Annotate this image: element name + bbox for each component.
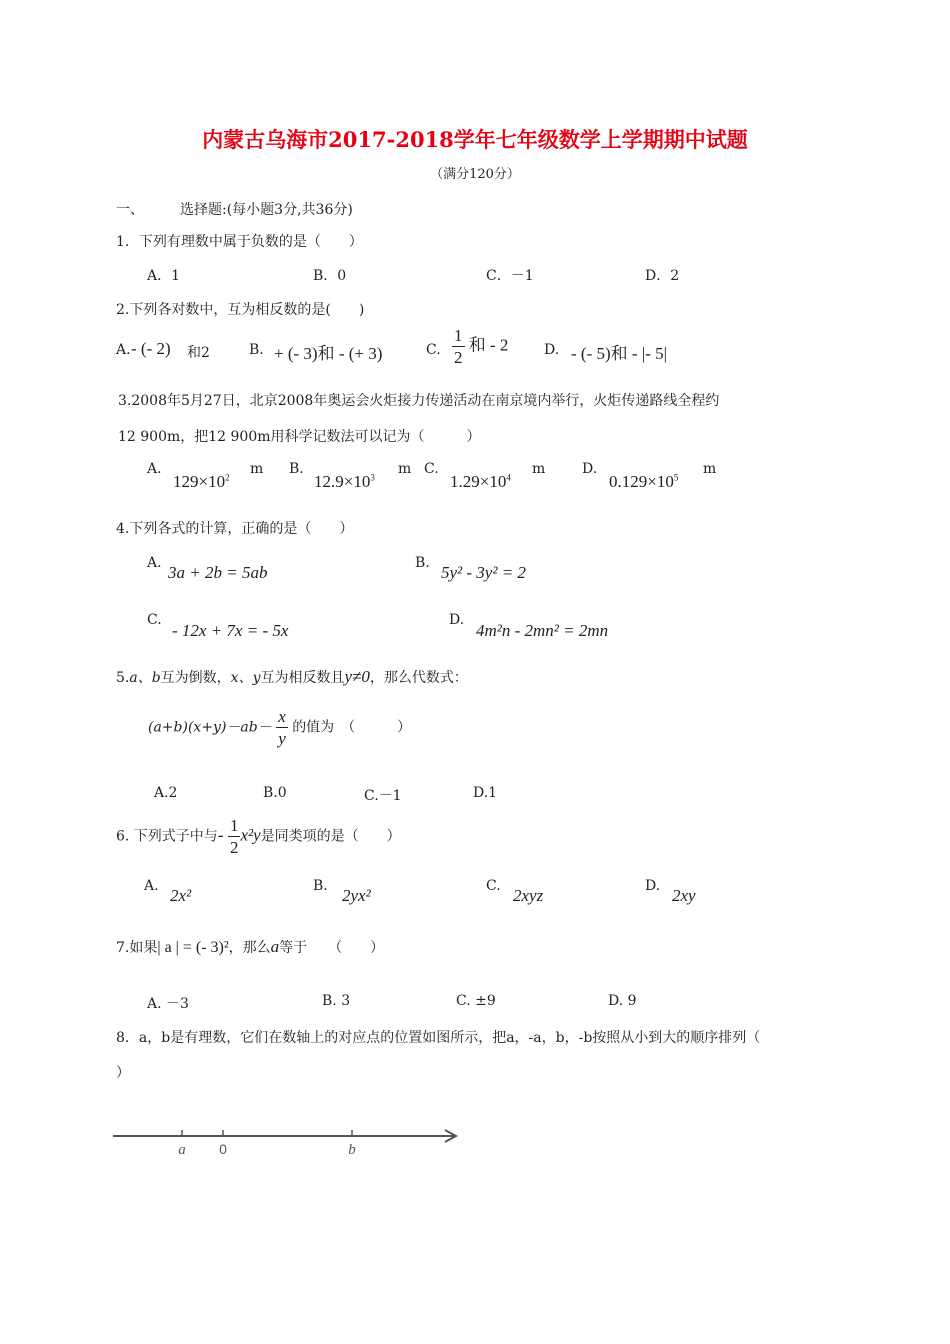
q6-option-a-expr: 2x² bbox=[170, 886, 192, 905]
q3-option-d-unit: m bbox=[703, 461, 717, 477]
q6-option-d-expr: 2xy bbox=[672, 886, 696, 905]
question-5-stem: 5.a、b互为倒数，x、y互为相反数且y≠0，那么代数式： bbox=[116, 667, 468, 686]
q1-option-c: C．－1 bbox=[486, 268, 534, 284]
question-4-stem: 4.下列各式的计算，正确的是（ ） bbox=[116, 521, 354, 537]
q2-option-d-expr: - (- 5)和 - |- 5| bbox=[571, 344, 668, 363]
q5-option-d: D.1 bbox=[473, 785, 498, 801]
q2-c-fraction: $\frac{1}{2}$ bbox=[454, 326, 463, 367]
question-6-stem: 6. 下列式子中与- $\frac{1}{2}$ x²y是同类项的是（ ） bbox=[116, 816, 401, 857]
q4-option-c-expr: - 12x + 7x = - 5x bbox=[172, 621, 289, 640]
q3-option-c-expr: $1.29\times 10^4$ bbox=[450, 472, 511, 491]
q6-option-c-expr: 2xyz bbox=[513, 886, 544, 905]
q5-option-a: A.2 bbox=[154, 785, 178, 801]
axis-label-a: a bbox=[178, 1142, 186, 1158]
q2-option-b-label: B. bbox=[249, 342, 264, 358]
q7-option-a: A. －3 bbox=[147, 996, 189, 1012]
q3-option-d-label: D. bbox=[582, 461, 598, 477]
q5-option-c: C.－1 bbox=[364, 788, 402, 804]
q2-option-d-label: D. bbox=[544, 342, 560, 358]
score-note: （满分120分） bbox=[430, 167, 520, 182]
question-5-expression: (a+b)(x+y)－ab－ $\frac{x}{y}$ 的值为 （ ） bbox=[148, 707, 412, 748]
q4-option-d-label: D. bbox=[449, 612, 465, 628]
q1-option-b: B．0 bbox=[313, 268, 347, 284]
q3-option-a-unit: m bbox=[250, 461, 264, 477]
q3-option-c-label: C. bbox=[424, 461, 439, 477]
question-3-line-1: 3.2008年5月27日，北京2008年奥运会火炬接力传递活动在南京境内举行，火炬传递路线全程约 bbox=[118, 393, 720, 409]
question-8-line-1: 8．a，b是有理数，它们在数轴上的对应点的位置如图所示，把a，-a，b，-b按照从小到大的顺序排列（ bbox=[116, 1030, 761, 1046]
question-1-stem: 1．下列有理数中属于负数的是（ ） bbox=[116, 234, 363, 250]
q1-option-d: D．2 bbox=[645, 268, 680, 284]
axis-label-zero: 0 bbox=[219, 1141, 227, 1157]
q3-option-a-expr: $129\times 10^2$ bbox=[173, 472, 230, 491]
section-number: 一、 bbox=[116, 202, 144, 218]
q3-option-a-label: A. bbox=[147, 461, 162, 477]
q7-option-d: D. 9 bbox=[608, 993, 637, 1009]
question-2-stem: 2.下列各对数中，互为相反数的是( ) bbox=[116, 302, 365, 318]
q2-option-c-label: C. bbox=[426, 342, 441, 358]
q4-option-b-label: B. bbox=[415, 555, 430, 571]
q4-option-b-expr: 5y² - 3y² = 2 bbox=[441, 563, 526, 582]
q6-option-b-expr: 2yx² bbox=[342, 886, 371, 905]
q5-option-b: B.0 bbox=[263, 785, 287, 801]
q3-option-b-label: B. bbox=[289, 461, 304, 477]
q4-option-d-expr: 4m²n - 2mn² = 2mn bbox=[476, 621, 609, 640]
q3-option-c-unit: m bbox=[532, 461, 546, 477]
q1-option-a: A．1 bbox=[147, 268, 181, 284]
q6-option-d-label: D. bbox=[645, 878, 661, 894]
q6-option-b-label: B. bbox=[313, 878, 328, 894]
q7-option-b: B. 3 bbox=[322, 993, 351, 1009]
q3-option-b-unit: m bbox=[398, 461, 412, 477]
q3-option-d-expr: $0.129\times 10^5$ bbox=[609, 472, 679, 491]
q2-option-a-text: 和2 bbox=[187, 345, 210, 361]
q4-option-c-label: C. bbox=[147, 612, 162, 628]
q5-fraction: $\frac{x}{y}$ bbox=[278, 707, 286, 748]
q2-option-a-label: A. bbox=[116, 342, 131, 358]
q4-option-a-label: A. bbox=[147, 555, 162, 571]
q6-option-c-label: C. bbox=[486, 878, 501, 894]
question-8-line-2: ） bbox=[116, 1065, 130, 1081]
q6-option-a-label: A. bbox=[144, 878, 159, 894]
number-line-figure bbox=[110, 1120, 470, 1165]
axis-label-b: b bbox=[348, 1142, 356, 1158]
q3-option-b-expr: $12.9\times 10^3$ bbox=[314, 472, 375, 491]
q2-option-a-expr: - (- 2) bbox=[131, 339, 171, 358]
q2-option-c-expr: $\frac{1}{2}$ 和 - 2 bbox=[454, 326, 509, 367]
q2-option-b-expr: + (- 3)和 - (+ 3) bbox=[274, 344, 383, 363]
q7-option-c: C. ±9 bbox=[456, 993, 496, 1009]
question-3-line-2: 12 900m，把12 900m用科学记数法可以记为（ ） bbox=[118, 429, 481, 445]
q6-fraction: $\frac{1}{2}$ bbox=[229, 816, 239, 857]
question-7-stem: 7.如果| a | = (- 3)²，那么a等于 （ ） bbox=[116, 937, 385, 956]
page-title: 内蒙古乌海市2017-2018学年七年级数学上学期期中试题 bbox=[202, 127, 748, 152]
section-heading: 选择题:(每小题3分,共36分) bbox=[180, 202, 353, 218]
q4-option-a-expr: 3a + 2b = 5ab bbox=[168, 563, 268, 582]
